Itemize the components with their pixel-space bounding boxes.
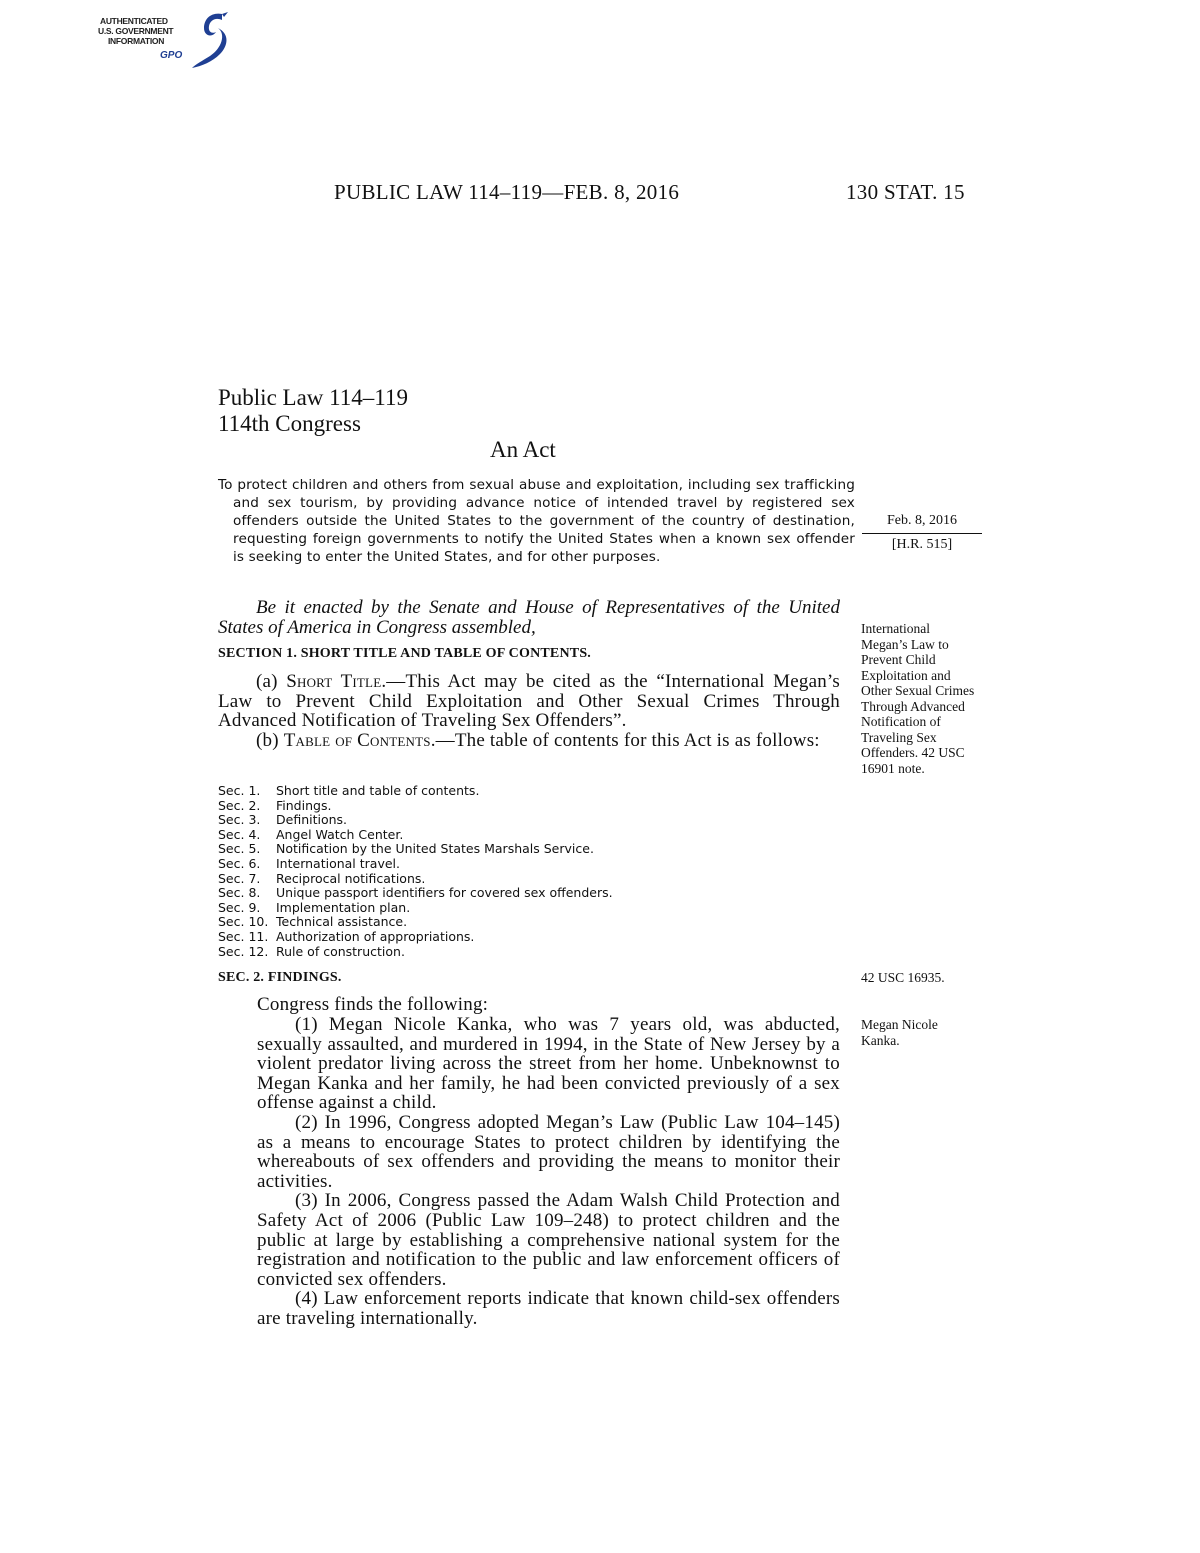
enactment-date: Feb. 8, 2016: [887, 513, 957, 528]
finding-4: (4) Law enforcement reports indicate that known child-sex offenders are traveling internationally.: [257, 1288, 840, 1329]
findings-intro: Congress finds the following:: [257, 994, 489, 1015]
logo-line-2: U.S. GOVERNMENT: [98, 26, 174, 36]
toc-sec-title: Rule of construction.: [276, 943, 405, 959]
toc-entry: [218, 784, 613, 799]
gpo-authentication-logo: [96, 6, 236, 70]
short-title-paragraph: [218, 672, 840, 731]
date-bill-box: [862, 513, 982, 553]
toc-sec-number: Sec. 10.: [218, 914, 269, 930]
toc-sec-number: Sec. 5.: [218, 841, 261, 857]
toc-entry: [218, 872, 613, 887]
toc-sec-number: Sec. 9.: [218, 899, 261, 915]
logo-line-1: AUTHENTICATED: [100, 16, 168, 26]
toc-sec-title: Technical assistance.: [276, 914, 408, 930]
act-title: An Act: [490, 437, 556, 462]
toc-intro-paragraph: [218, 731, 840, 751]
short-title-caption: Short Title: [286, 671, 382, 692]
toc-sec-number: Sec. 12.: [218, 943, 269, 959]
toc-sec-title: International travel.: [276, 855, 400, 871]
finding-1: (1) Megan Nicole Kanka, who was 7 years old, was abducted, sexually assaulted, and murdered in 1994, in the State of New Jersey by a violent predator living across the street from her home. Unbeknownst to Megan Kanka and her family, he had been convicted previously of a sex offense against a child.: [257, 1014, 840, 1114]
toc-sec-title: Reciprocal notifications.: [276, 870, 426, 886]
toc-entry: [218, 799, 613, 814]
toc-sec-number: Sec. 3.: [218, 812, 261, 828]
toc-entry: [218, 886, 613, 901]
table-of-contents: [218, 784, 613, 959]
toc-sec-title: Authorization of appropriations.: [276, 928, 475, 944]
toc-intro-text: .—The table of contents for this Act is as follows:: [430, 730, 820, 751]
congress-number: 114th Congress: [218, 411, 361, 436]
date-divider: [862, 533, 982, 534]
toc-sec-title: Findings.: [276, 797, 332, 813]
act-purpose: To protect children and others from sexual abuse and exploitation, including sex trafficking and sex tourism, by providing advance notice of intended travel by registered sex offenders outside the United States to the government of the country of destination, requesting foreign governments to notify the United States when a known sex offender is seeking to enter the United States, and for other purposes.: [218, 477, 855, 565]
public-law-number: Public Law 114–119: [218, 385, 408, 410]
toc-sec-number: Sec. 1.: [218, 783, 261, 798]
margin-note-usc: 42 USC 16935.: [861, 970, 945, 985]
toc-sec-title: Implementation plan.: [276, 899, 411, 915]
finding-3: (3) In 2006, Congress passed the Adam Walsh Child Protection and Safety Act of 2006 (Public Law 109–248) to protect children and the public at large by establishing a comprehensive national system for the registration and notification to the public and law enforcement officers of convicted sex offenders.: [257, 1190, 840, 1290]
toc-sec-title: Unique passport identifiers for covered sex offenders.: [276, 885, 613, 901]
margin-note-kanka: Megan Nicole Kanka.: [861, 1017, 938, 1048]
enacting-clause: Be it enacted by the Senate and House of Representatives of the United States of America in Congress assembled,: [218, 597, 840, 638]
short-title-text: .—This Act may be cited as the “International Megan’s Law to Prevent Child Exploitation and Other Sexual Crimes Through Advanced Notification of Traveling Sex Offenders”.: [218, 671, 841, 732]
running-header-left: PUBLIC LAW 114–119—FEB. 8, 2016: [334, 180, 680, 204]
toc-entry: [218, 930, 613, 945]
toc-sec-number: Sec. 6.: [218, 855, 261, 871]
title-block: [218, 385, 408, 437]
short-title-label: (a): [256, 671, 287, 692]
toc-sec-number: Sec. 4.: [218, 826, 261, 842]
gpo-mark: GPO: [160, 50, 183, 61]
toc-entry: [218, 813, 613, 828]
section-2-heading: SEC. 2. FINDINGS.: [218, 970, 342, 985]
running-header-right: 130 STAT. 15: [846, 180, 965, 204]
section-1-heading: SECTION 1. SHORT TITLE AND TABLE OF CONTENTS.: [218, 646, 592, 661]
toc-caption: Table of Contents: [283, 730, 431, 751]
toc-sec-title: Definitions.: [276, 812, 348, 828]
toc-entry: [218, 945, 613, 960]
toc-entry: [218, 842, 613, 857]
toc-sec-number: Sec. 2.: [218, 797, 261, 813]
toc-sec-number: Sec. 11.: [218, 928, 269, 944]
finding-2: (2) In 1996, Congress adopted Megan’s Law (Public Law 104–145) as a means to encourage States to protect children by identifying the whereabouts of sex offenders and providing the means to monitor their activities.: [257, 1111, 840, 1192]
toc-sec-title: Short title and table of contents.: [276, 783, 480, 798]
toc-sec-title: Angel Watch Center.: [276, 826, 404, 842]
toc-label: (b): [256, 730, 284, 751]
findings-list: [257, 1015, 840, 1329]
toc-entry: [218, 828, 613, 843]
logo-line-3: INFORMATION: [108, 36, 165, 46]
toc-entry: [218, 915, 613, 930]
eagle-icon: [182, 8, 234, 70]
toc-entry: [218, 901, 613, 916]
toc-sec-number: Sec. 8.: [218, 885, 261, 901]
toc-sec-number: Sec. 7.: [218, 870, 261, 886]
toc-sec-title: Notification by the United States Marshals Service.: [276, 841, 594, 857]
bill-number: [H.R. 515]: [891, 537, 953, 552]
toc-entry: [218, 857, 613, 872]
margin-note-short-title: International Megan’s Law to Prevent Child Exploitation and Other Sexual Crimes Through Advanced Notification of Traveling Sex Offenders. 42 USC 16901 note.: [861, 621, 975, 776]
